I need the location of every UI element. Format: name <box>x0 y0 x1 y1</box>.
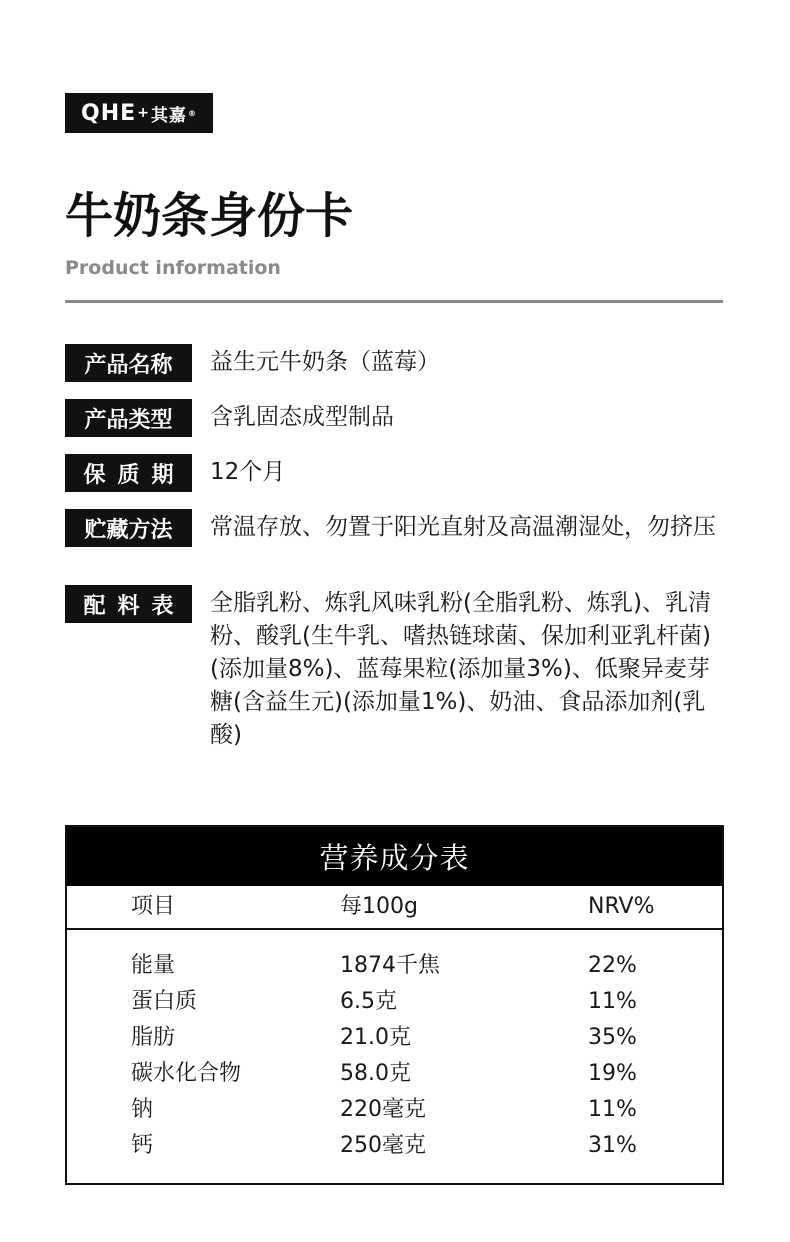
page-title: 牛奶条身份卡 <box>65 188 354 244</box>
header-item: 项目 <box>131 894 176 919</box>
nutrient-nrv: 22% <box>588 953 637 978</box>
info-row-shelf-life <box>65 454 720 492</box>
info-label-shelf-life: 保质期 <box>65 454 192 492</box>
table-row <box>67 1020 722 1056</box>
nutrient-nrv: 31% <box>588 1133 637 1158</box>
nutrition-table-header <box>67 886 722 930</box>
nutrient-amount: 1874千焦 <box>340 953 440 978</box>
nutrition-table-title: 营养成分表 <box>67 827 722 886</box>
page-subtitle: Product information <box>65 257 281 279</box>
info-label-storage: 贮藏方法 <box>65 509 192 547</box>
nutrient-nrv: 11% <box>588 989 637 1014</box>
info-label-name: 产品名称 <box>65 344 192 382</box>
info-value-name: 益生元牛奶条（蓝莓） <box>210 349 440 375</box>
table-row <box>67 1092 722 1128</box>
info-row-name <box>65 344 720 382</box>
nutrient-name: 钙 <box>131 1133 154 1158</box>
logo-cn: 其嘉 <box>150 105 187 126</box>
info-row-ingredients <box>65 585 720 752</box>
nutrient-nrv: 35% <box>588 1025 637 1050</box>
logo-registered-mark: ® <box>187 108 197 118</box>
nutrient-amount: 250毫克 <box>340 1133 426 1158</box>
header-nrv: NRV% <box>588 894 655 919</box>
header-per-100g: 每100g <box>340 894 418 919</box>
nutrition-table <box>65 825 724 1185</box>
nutrient-nrv: 19% <box>588 1061 637 1086</box>
nutrient-amount: 220毫克 <box>340 1097 426 1122</box>
info-value-type: 含乳固态成型制品 <box>210 404 394 430</box>
logo-text: QHE <box>81 100 137 126</box>
nutrient-name: 碳水化合物 <box>131 1061 242 1086</box>
info-value-shelf-life: 12个月 <box>210 459 286 485</box>
info-row-type <box>65 399 720 437</box>
info-value-ingredients: 全脂乳粉、炼乳风味乳粉(全脂乳粉、炼乳)、乳清粉、酸乳(生牛乳、嗜热链球菌、保加利亚乳杆菌)(添加量8%)、蓝莓果粒(添加量3%)、低聚异麦芽糖(含益生元)(添加量1%)、奶油、食品添加剂(乳酸) <box>210 590 711 748</box>
nutrient-name: 蛋白质 <box>131 989 198 1014</box>
nutrient-amount: 21.0克 <box>340 1025 411 1050</box>
nutrient-amount: 58.0克 <box>340 1061 411 1086</box>
table-row <box>67 948 722 984</box>
info-label-ingredients: 配料表 <box>65 585 192 623</box>
brand-logo <box>65 93 213 133</box>
logo-plus: + <box>137 105 150 121</box>
nutrient-name: 能量 <box>131 953 176 978</box>
info-row-storage <box>65 509 720 547</box>
nutrient-amount: 6.5克 <box>340 989 397 1014</box>
table-row <box>67 1128 722 1164</box>
nutrient-name: 钠 <box>131 1097 154 1122</box>
header-divider <box>65 300 723 303</box>
table-row <box>67 984 722 1020</box>
nutrient-nrv: 11% <box>588 1097 637 1122</box>
table-row <box>67 1056 722 1092</box>
info-label-type: 产品类型 <box>65 399 192 437</box>
nutrient-name: 脂肪 <box>131 1025 176 1050</box>
info-value-storage: 常温存放、勿置于阳光直射及高温潮湿处，勿挤压 <box>210 514 716 540</box>
